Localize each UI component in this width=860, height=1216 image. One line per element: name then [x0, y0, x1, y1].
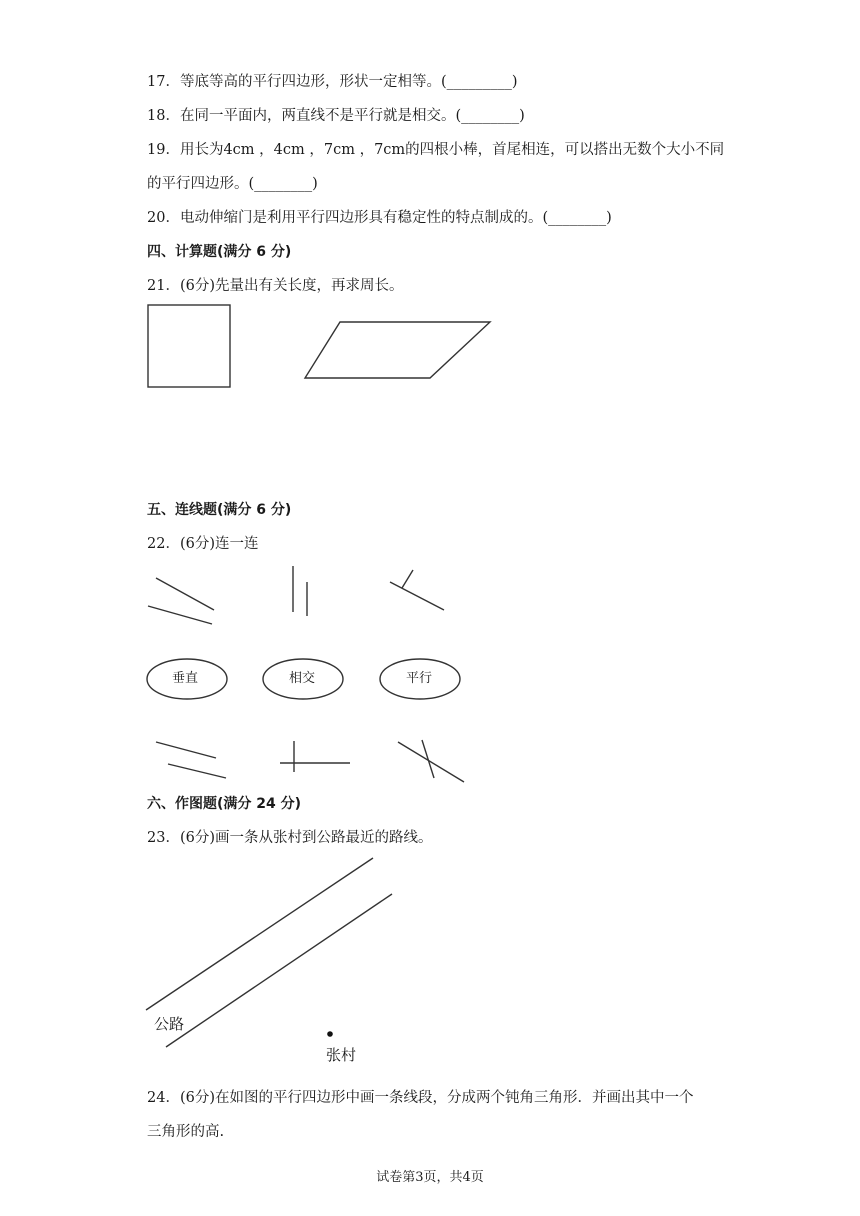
question-24-line2: 三角形的高. — [147, 1124, 225, 1140]
question-24-line1: 24．(6分)在如图的平行四边形中画一条线段，分成两个钝角三角形．并画出其中一个 — [147, 1090, 694, 1106]
village-point — [325, 1029, 335, 1039]
oval-label-parallel: 平行 — [406, 671, 433, 686]
parallelogram-figure — [300, 316, 496, 384]
oval-label-intersect: 相交 — [289, 671, 316, 686]
oval-label-perpendicular: 垂直 — [172, 671, 199, 686]
section-6-heading: 六、作图题(满分 24 分) — [147, 796, 302, 812]
lines-figure-bottom-3 — [390, 734, 470, 786]
section-5-heading: 五、连线题(满分 6 分) — [147, 502, 292, 518]
lines-figure-top-2 — [280, 560, 320, 620]
question-19-line2: 的平行四边形。(________) — [147, 176, 318, 192]
village-label: 张村 — [326, 1046, 357, 1064]
road-label: 公路 — [154, 1015, 185, 1033]
question-21: 21．(6分)先量出有关长度，再求周长。 — [147, 278, 404, 294]
lines-figure-top-1 — [140, 570, 220, 630]
question-20: 20．电动伸缩门是利用平行四边形具有稳定性的特点制成的。(________) — [147, 210, 612, 226]
question-19-line1: 19．用长为4cm ，4cm ，7cm ，7cm的四根小棒，首尾相连，可以搭出无数个大小不同 — [147, 142, 725, 158]
lines-figure-bottom-2 — [276, 736, 356, 776]
question-23: 23．(6分)画一条从张村到公路最近的路线。 — [147, 830, 433, 846]
page-footer: 试卷第3页，共4页 — [376, 1170, 484, 1185]
question-18: 18．在同一平面内，两直线不是平行就是相交。(________) — [147, 108, 525, 124]
square-figure — [140, 298, 240, 398]
question-17: 17．等底等高的平行四边形，形状一定相等。(_________) — [147, 74, 518, 90]
question-22: 22．(6分)连一连 — [147, 536, 259, 552]
lines-figure-bottom-1 — [148, 736, 232, 784]
section-4-heading: 四、计算题(满分 6 分) — [147, 244, 292, 260]
lines-figure-top-3 — [380, 562, 450, 618]
